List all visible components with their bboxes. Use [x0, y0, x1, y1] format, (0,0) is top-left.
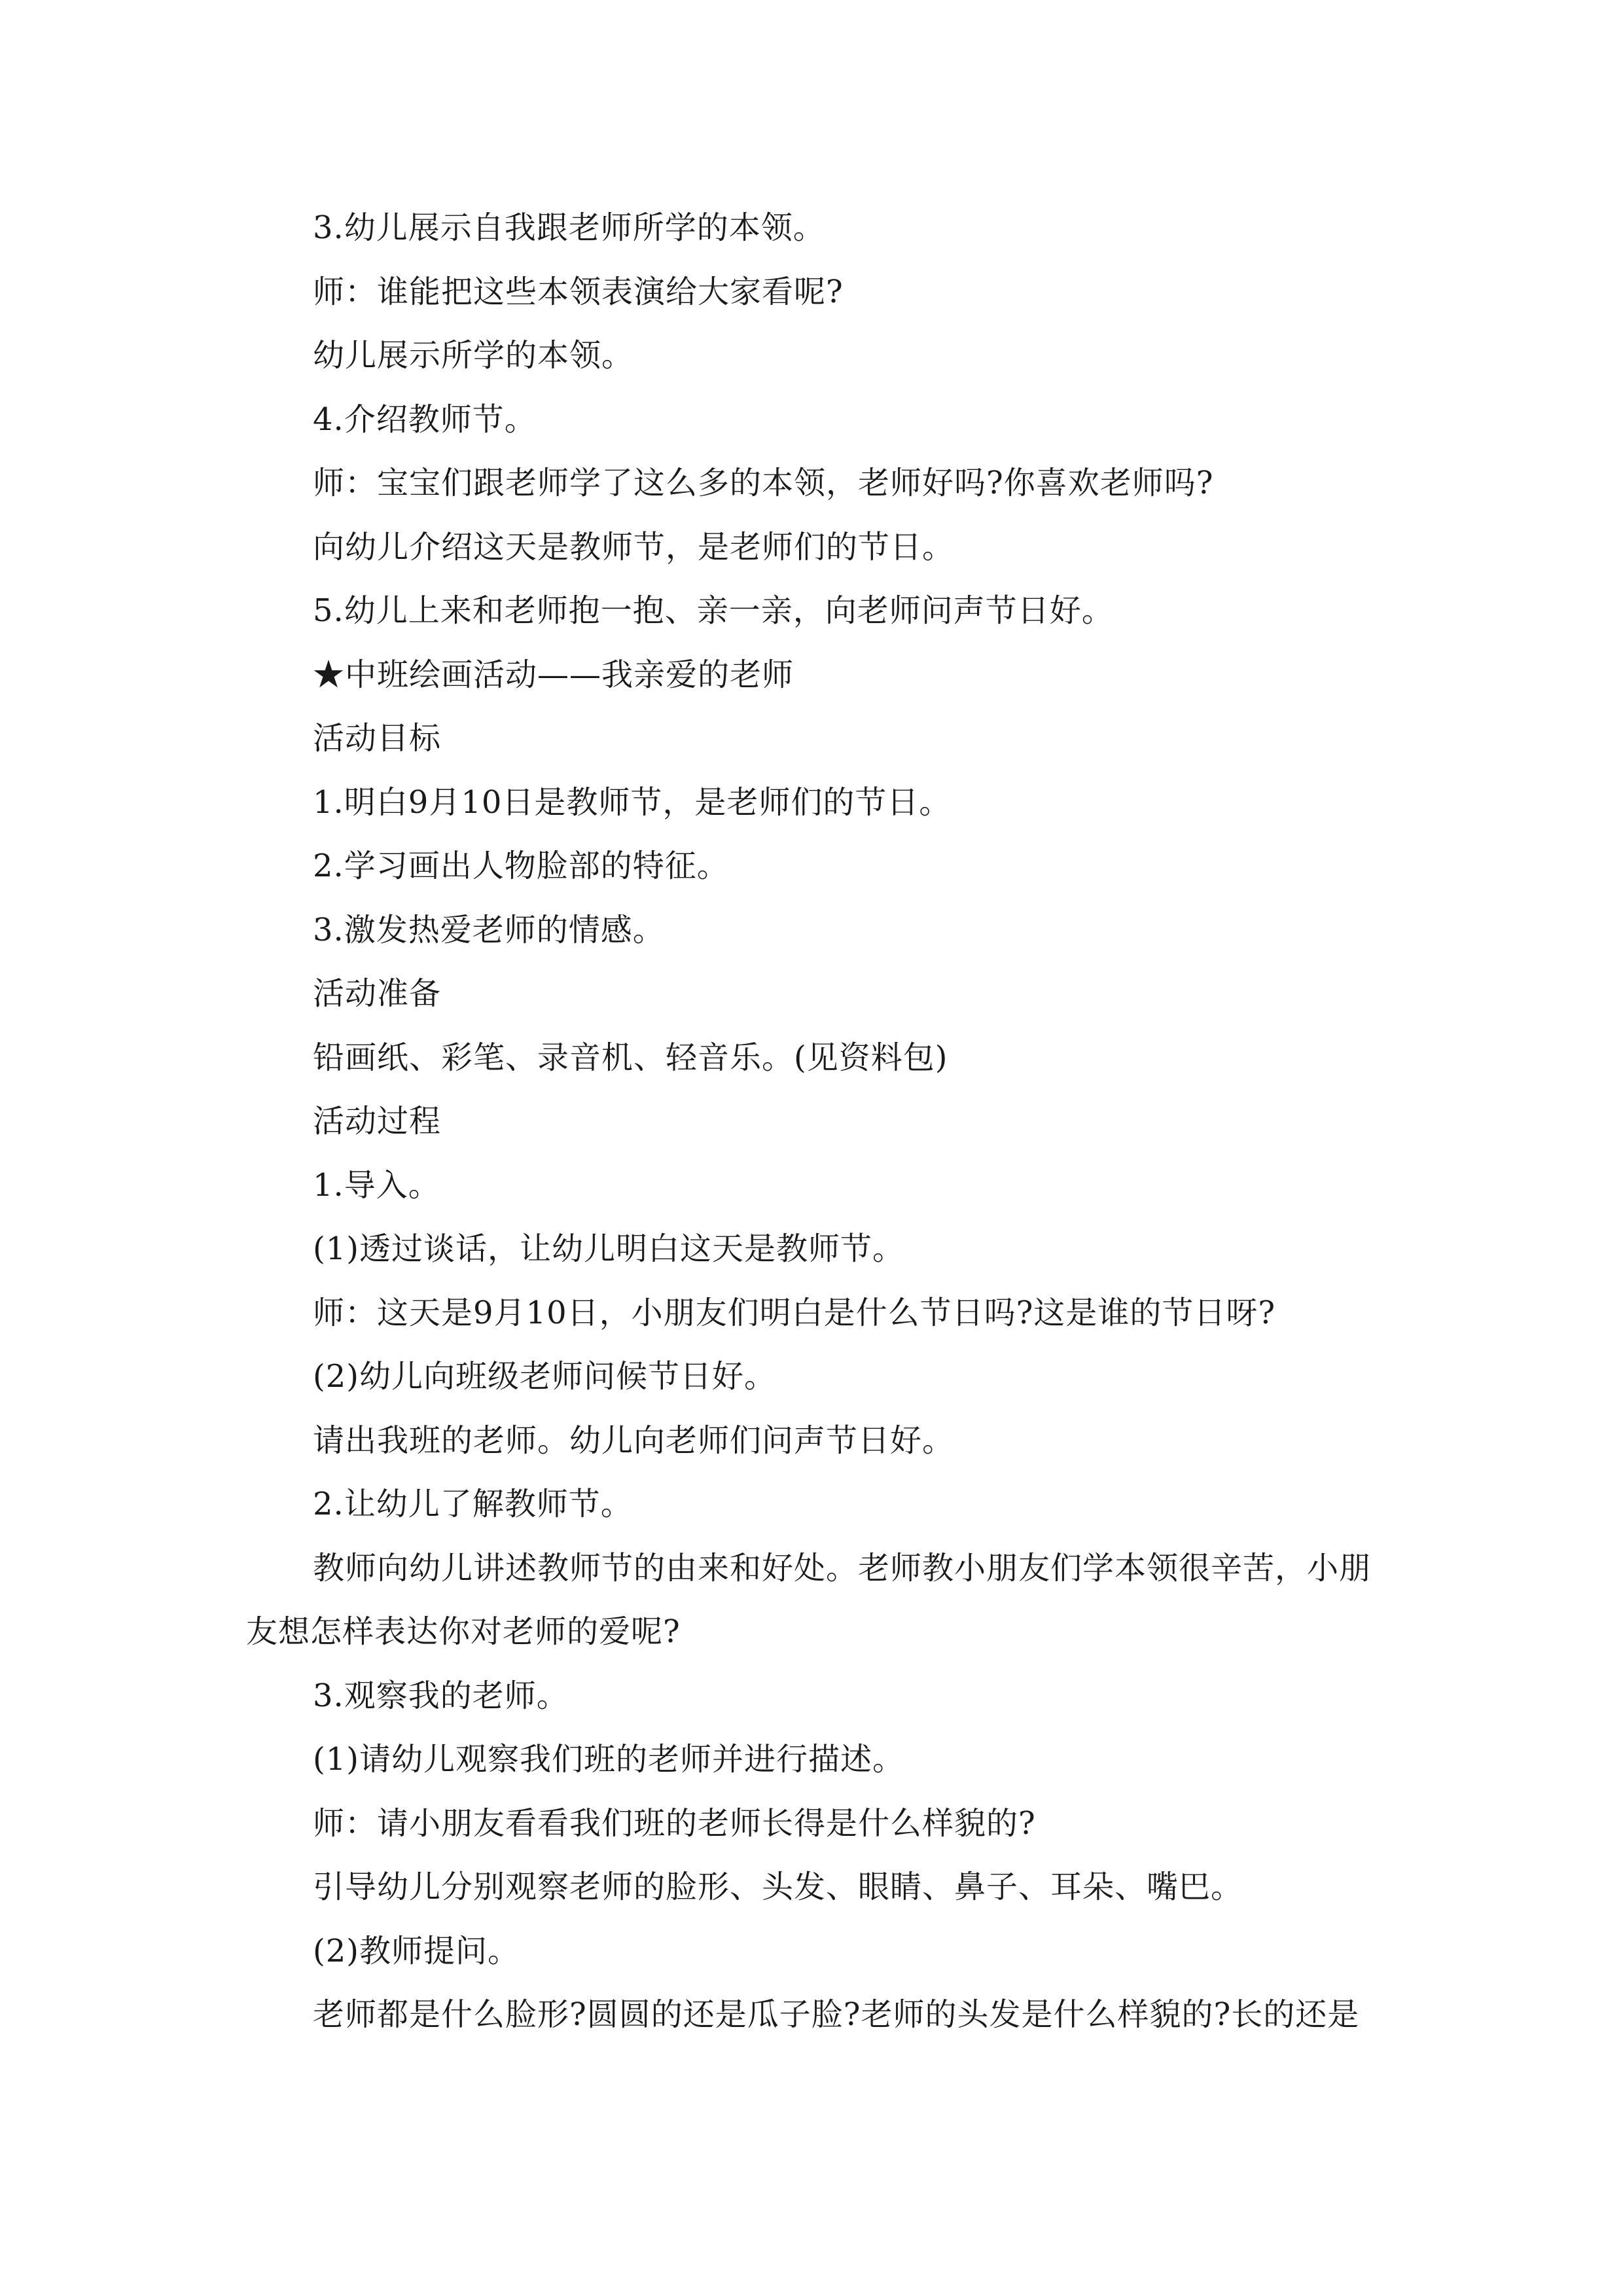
paragraph-continuation: 友想怎样表达你对老师的爱呢? [246, 1613, 681, 1650]
text-line: 师：这天是9月10日，小朋友们明白是什么节日吗?这是谁的节日呀? [313, 1294, 1276, 1331]
subheading-goals: 活动目标 [313, 720, 442, 757]
text-line: 5.幼儿上来和老师抱一抱、亲一亲，向老师问声节日好。 [313, 592, 1114, 629]
text-line: 幼儿展示所学的本领。 [313, 337, 634, 374]
text-line: (2)教师提问。 [313, 1932, 520, 1969]
subheading-preparation: 活动准备 [313, 975, 442, 1012]
text-line: 3.激发热爱老师的情感。 [313, 911, 665, 948]
text-line: (1)透过谈话，让幼儿明白这天是教师节。 [313, 1230, 904, 1267]
subheading-process: 活动过程 [313, 1103, 442, 1139]
text-line: 师：请小朋友看看我们班的老师长得是什么样貌的? [313, 1804, 1036, 1842]
text-line: 3.幼儿展示自我跟老师所学的本领。 [313, 209, 825, 246]
text-line: 2.让幼儿了解教师节。 [313, 1486, 633, 1522]
text-line: 1.导入。 [313, 1166, 440, 1204]
text-line: 老师都是什么脸形?圆圆的还是瓜子脸?老师的头发是什么样貌的?长的还是 [313, 1996, 1360, 2033]
text-line: 铅画纸、彩笔、录音机、轻音乐。(见资料包) [313, 1039, 948, 1076]
text-line: 3.观察我的老师。 [313, 1677, 569, 1714]
paragraph-first-line: 教师向幼儿讲述教师节的由来和好处。老师教小朋友们学本领很辛苦，小朋 [313, 1549, 1372, 1587]
text-line: 向幼儿介绍这天是教师节，是老师们的节日。 [313, 528, 955, 565]
text-line: 师：谁能把这些本领表演给大家看呢? [313, 273, 844, 310]
text-line: 1.明白9月10日是教师节，是老师们的节日。 [313, 783, 952, 821]
text-line: 2.学习画出人物脸部的特征。 [313, 848, 729, 884]
text-line: (1)请幼儿观察我们班的老师并进行描述。 [313, 1741, 904, 1778]
document-body [246, 196, 1385, 2047]
section-heading: ★中班绘画活动——我亲爱的老师 [313, 656, 794, 693]
text-line: 师：宝宝们跟老师学了这么多的本领，老师好吗?你喜欢老师吗? [313, 465, 1214, 501]
text-line: (2)幼儿向班级老师问候节日好。 [313, 1358, 776, 1395]
text-line: 请出我班的老师。幼儿向老师们问声节日好。 [313, 1422, 955, 1459]
text-line: 引导幼儿分别观察老师的脸形、头发、眼睛、鼻子、耳朵、嘴巴。 [313, 1869, 1243, 1905]
text-line: 4.介绍教师节。 [313, 401, 537, 438]
